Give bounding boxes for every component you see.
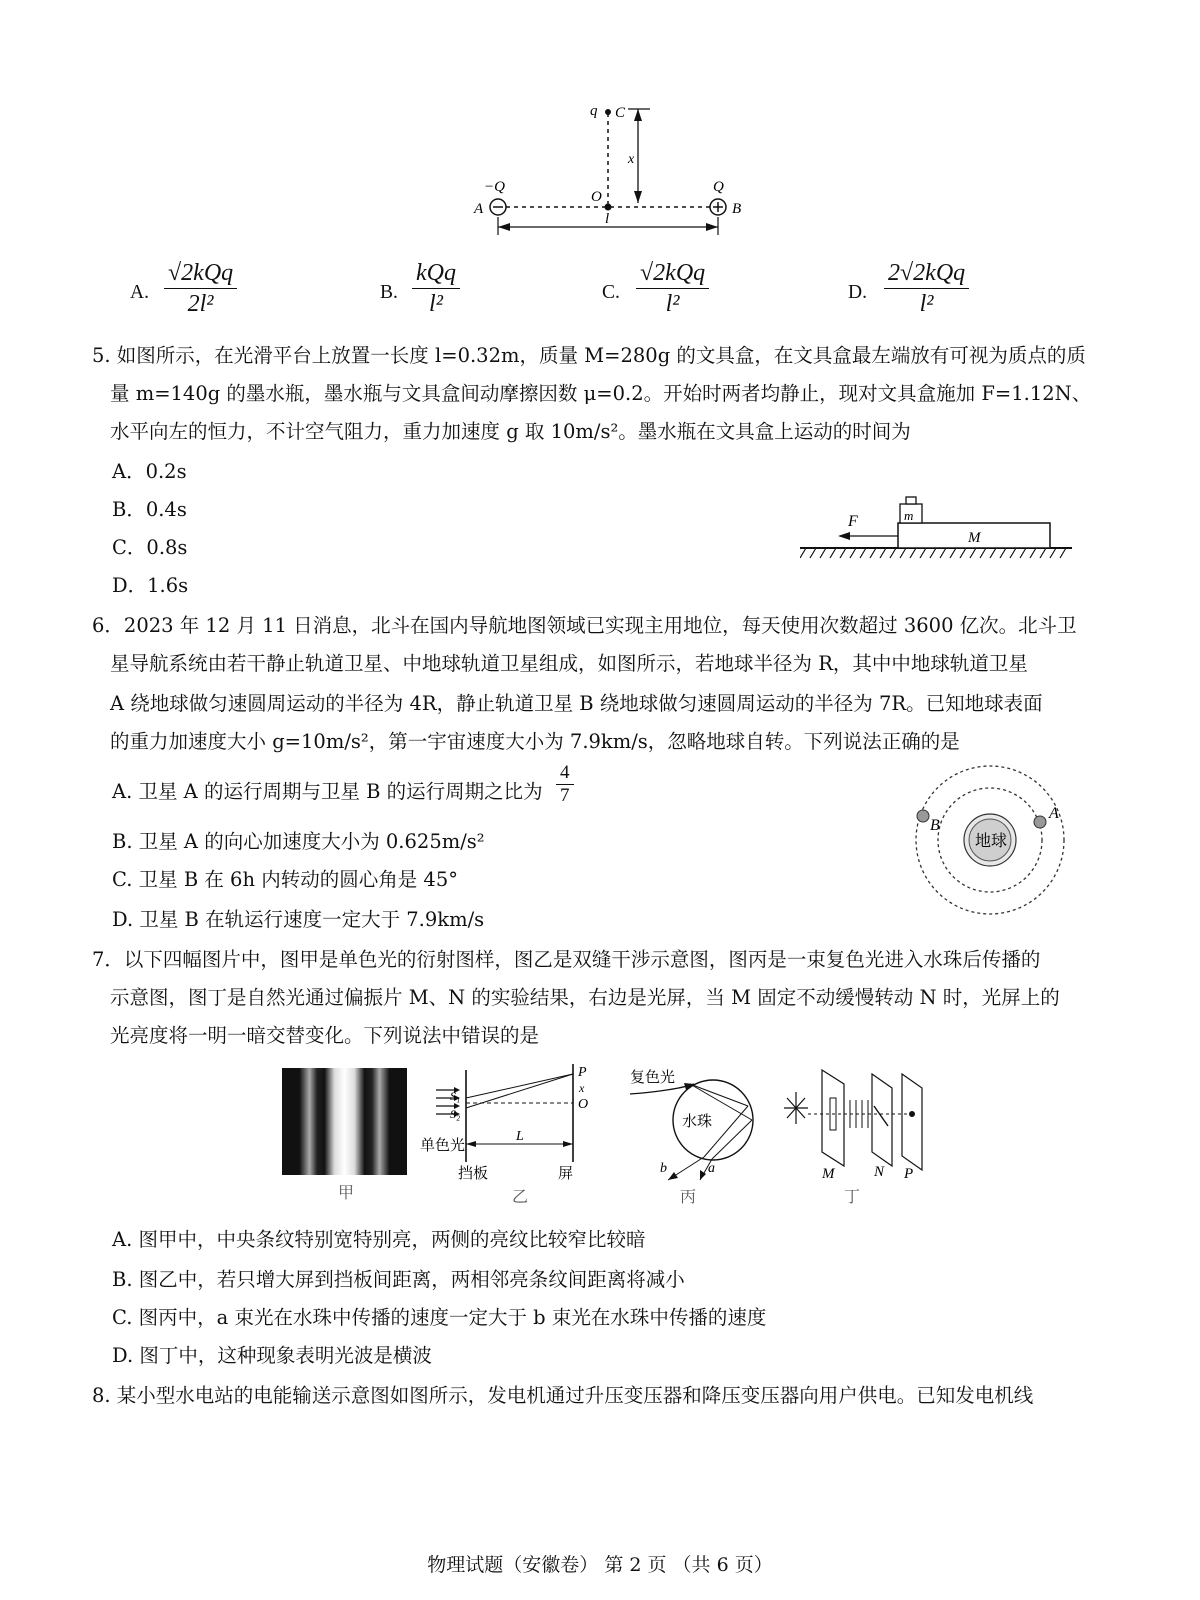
- q6-option-a-num: 4: [556, 762, 574, 785]
- q4-option-b-den: l²: [429, 291, 443, 317]
- caption-jia: 甲: [338, 1183, 355, 1202]
- q7-fig-jia: [282, 1068, 412, 1203]
- q4-option-b-fraction: [412, 258, 460, 319]
- q6-line-2: 星导航系统由若干静止轨道卫星、中地球轨道卫星组成，如图所示，若地球半径为 R，其中中地球轨道卫星: [110, 652, 1028, 675]
- label-O: O: [591, 189, 602, 205]
- q7-option-d: D. 图丁中，这种现象表明光波是横波: [112, 1344, 432, 1367]
- q4-option-b-letter: B.: [380, 282, 398, 303]
- label-B: B: [930, 817, 940, 834]
- label-L: L: [516, 1129, 524, 1144]
- label-B: B: [732, 201, 742, 217]
- q7-option-b: B. 图乙中，若只增大屏到挡板间距离，两相邻亮条纹间距离将减小: [112, 1268, 685, 1291]
- label-A: A: [474, 201, 484, 217]
- label-drop: 水珠: [682, 1112, 713, 1130]
- q7-option-c: C. 图丙中，a 束光在水珠中传播的速度一定大于 b 束光在水珠中传播的速度: [112, 1306, 767, 1329]
- label-complex: 复色光: [630, 1068, 676, 1086]
- label-q: q: [590, 103, 598, 119]
- label-x: x: [579, 1081, 585, 1095]
- q6-option-d: D. 卫星 B 在轨运行速度一定大于 7.9km/s: [112, 908, 485, 931]
- q5-option-a: A．0.2s: [112, 460, 187, 483]
- q7-fig-yi: [418, 1062, 608, 1207]
- label-F: F: [848, 513, 858, 530]
- q6-option-b: B. 卫星 A 的向心加速度大小为 0.625m/s²: [112, 830, 485, 853]
- q4-option-a-num: √2kQq: [164, 258, 237, 289]
- q4-figure: [470, 95, 770, 245]
- label-baffle: 挡板: [458, 1164, 489, 1182]
- label-M: M: [822, 1166, 835, 1182]
- q5-line-3: 水平向左的恒力，不计空气阻力，重力加速度 g 取 10m/s²。墨水瓶在文具盒上运动的时间为: [110, 420, 911, 443]
- q6-figure: [905, 760, 1075, 920]
- caption-yi: 乙: [512, 1187, 529, 1206]
- q4-option-c-den: l²: [665, 291, 680, 317]
- q4-option-c-letter: C.: [602, 282, 620, 303]
- label-O: O: [578, 1097, 589, 1112]
- label-S2: S₂: [450, 1107, 461, 1121]
- q4-option-d-num: 2√2kQq: [884, 258, 969, 289]
- q5-line-2: 量 m=140g 的墨水瓶，墨水瓶与文具盒间动摩擦因数 μ=0.2。开始时两者均静止，现对文具盒施加 F=1.12N、: [110, 382, 1092, 405]
- q5-option-d: D．1.6s: [112, 574, 189, 597]
- label-M: M: [968, 530, 981, 546]
- q5-figure: [800, 490, 1080, 565]
- q6-option-a-fraction: [556, 762, 574, 807]
- q5-option-c: C．0.8s: [112, 536, 188, 559]
- earth-label: 地球: [975, 831, 1008, 850]
- q4-option-b-num: kQq: [412, 258, 460, 289]
- q6-option-a-text: A. 卫星 A 的运行周期与卫星 B 的运行周期之比为: [112, 780, 543, 803]
- q6-line-4: 的重力加速度大小 g=10m/s²，第一宇宙速度大小为 7.9km/s，忽略地球自转。下列说法正确的是: [110, 730, 960, 753]
- label-Q: Q: [713, 179, 724, 195]
- label-mono: 单色光: [420, 1136, 466, 1154]
- label-m: m: [904, 508, 914, 523]
- q4-option-c-num: √2kQq: [636, 258, 709, 289]
- label-C: C: [615, 105, 626, 121]
- q4-option-a-fraction: [164, 258, 237, 319]
- label-x: x: [628, 152, 635, 167]
- label-l: l: [605, 211, 610, 227]
- caption-ding: 丁: [844, 1187, 861, 1206]
- page-footer: 物理试题（安徽卷） 第 2 页 （共 6 页）: [427, 1554, 773, 1576]
- q6-option-c: C. 卫星 B 在 6h 内转动的圆心角是 45°: [112, 868, 458, 891]
- q4-option-d-letter: D.: [848, 282, 867, 303]
- q6-option-a-den: 7: [560, 785, 570, 806]
- label-P: P: [578, 1065, 587, 1080]
- q8-line-1: 8. 某小型水电站的电能输送示意图如图所示，发电机通过升压变压器和降压变压器向用户供电。已知发电机线: [92, 1384, 1034, 1407]
- label-a: a: [708, 1161, 715, 1176]
- label-A: A: [1049, 805, 1059, 822]
- label-b: b: [660, 1161, 667, 1176]
- label-negQ: −Q: [484, 179, 505, 195]
- q4-option-a-den: 2l²: [187, 291, 214, 317]
- q7-line-3: 光亮度将一明一暗交替变化。下列说法中错误的是: [110, 1024, 540, 1047]
- label-S1: S₁: [450, 1089, 461, 1103]
- q7-fig-bing: [628, 1062, 768, 1207]
- q7-fig-ding: [782, 1062, 932, 1207]
- q6-line-3: A 绕地球做匀速圆周运动的半径为 4R，静止轨道卫星 B 绕地球做匀速圆周运动的半径为 7R。已知地球表面: [110, 692, 1043, 715]
- q4-option-d-fraction: [884, 258, 969, 319]
- q5-line-1: 5. 如图所示，在光滑平台上放置一长度 l=0.32m，质量 M=280g 的文具盒，在文具盒最左端放有可视为质点的质: [92, 344, 1086, 367]
- q7-option-a: A. 图甲中，中央条纹特别宽特别亮，两侧的亮纹比较窄比较暗: [112, 1228, 646, 1251]
- label-P-screen: P: [904, 1166, 914, 1182]
- q4-option-a-letter: A.: [130, 282, 149, 303]
- q4-option-c-fraction: [636, 258, 709, 319]
- q7-line-1: 7．以下四幅图片中，图甲是单色光的衍射图样，图乙是双缝干涉示意图，图丙是一束复色光进入水珠后传播的: [92, 948, 1041, 971]
- q7-line-2: 示意图，图丁是自然光通过偏振片 M、N 的实验结果，右边是光屏，当 M 固定不动缓慢转动 N 时，光屏上的: [110, 986, 1060, 1009]
- q4-option-d-den: l²: [919, 291, 934, 317]
- q5-option-b: B．0.4s: [112, 498, 187, 521]
- q6-option-a: [112, 778, 543, 806]
- label-N: N: [874, 1164, 885, 1180]
- caption-bing: 丙: [680, 1187, 697, 1206]
- label-screen: 屏: [558, 1164, 574, 1182]
- q6-line-1: 6．2023 年 12 月 11 日消息，北斗在国内导航地图领域已实现主用地位，每天使用次数超过 3600 亿次。北斗卫: [92, 614, 1077, 637]
